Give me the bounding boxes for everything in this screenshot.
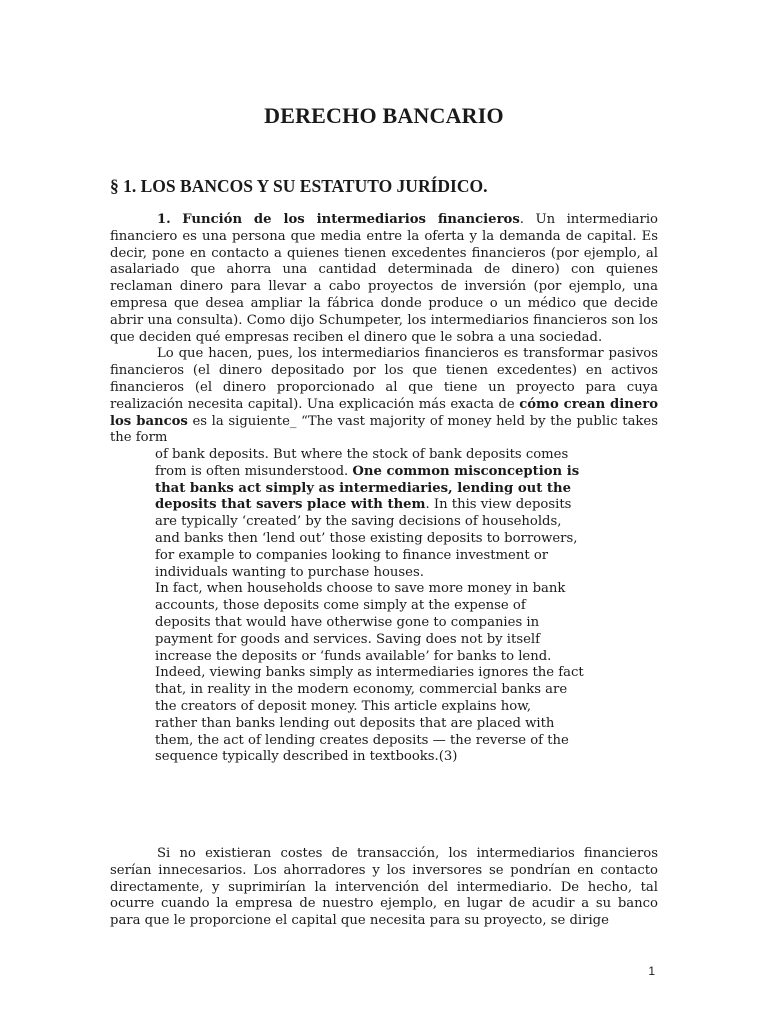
quote-line-bold: deposits that savers place with them — [155, 497, 426, 513]
quote-line-bold: One common misconception is — [352, 463, 580, 479]
quote-line: In fact, when households choose to save more money in bank — [155, 581, 566, 597]
quote-line — [110, 497, 658, 514]
paragraph-transformation — [110, 346, 658, 447]
quote-line: that, in reality in the modern economy, commercial banks are — [155, 682, 568, 698]
page-number: 1 — [648, 964, 655, 978]
quote-line: deposits that would have otherwise gone to companies in — [155, 614, 540, 630]
quote-line-text: from is often misunderstood. — [155, 463, 353, 479]
quote-line — [110, 464, 658, 481]
quote-line: rather than banks lending out deposits that are placed with — [155, 715, 555, 731]
quote-line: the creators of deposit money. This article explains how, — [155, 698, 532, 714]
quote-line: payment for goods and services. Saving does not by itself — [155, 631, 540, 647]
paragraph-function-of-intermediaries — [110, 212, 658, 346]
paragraph-transaction-costs-block — [110, 846, 658, 930]
paragraph-2-end: es la siguiente_ “The vast majority of money held by the public takes the form — [110, 413, 658, 446]
subheading-number: 1. — [157, 212, 171, 227]
quote-line: sequence typically described in textbooks.(3) — [155, 749, 458, 765]
quote-line: Indeed, viewing banks simply as intermediaries ignores the fact — [155, 665, 584, 681]
paragraph-1-text: . Un intermediario financiero es una persona que media entre la oferta y la demanda de capital. Es decir, pone en contacto a quienes tienen excedentes financieros (por ejemplo, al asalariado que ahorra una cantidad determinada de dinero) con quienes reclaman dinero para llevar a cabo proyectos de inversión (por ejemplo, una empresa que desea ampliar la fábrica donde produce o un médico que decide abrir una consulta). Como dijo Schumpeter, los intermediarios financieros son los que deciden qué empresas reciben el dinero que le sobra a una sociedad. — [110, 212, 658, 345]
quote-line: of bank deposits. But where the stock of bank deposits comes — [155, 447, 569, 462]
quote-line: that banks act simply as intermediaries, lending out the — [155, 480, 571, 496]
english-quote-block — [110, 447, 658, 766]
quote-line: increase the deposits or ‘funds available’ for banks to lend. — [155, 648, 552, 664]
quote-line-text: . In this view deposits — [425, 497, 572, 513]
quote-line: individuals wanting to purchase houses. — [155, 564, 424, 580]
intro-paragraphs — [110, 212, 658, 447]
paragraph-2-bold: cómo crean dinero los bancos — [110, 396, 658, 429]
quote-line: are typically ‘created’ by the saving decisions of households, — [155, 514, 562, 530]
section-heading: § 1. LOS BANCOS Y SU ESTATUTO JURÍDICO. — [110, 176, 488, 196]
document-title: DERECHO BANCARIO — [264, 103, 504, 128]
quote-line: them, the act of lending creates deposits — the reverse of the — [155, 732, 569, 748]
paragraph-transaction-costs: Si no existieran costes de transacción, los intermediarios financieros serían innecesarios. Los ahorradores y los inversores se pondrían en contacto directamente, y suprimirían la intervención del intermediario. De hecho, tal ocurre cuando la empresa de nuestro ejemplo, en lugar de acudir a su banco para que le proporcione el capital que necesita para su proyecto, se dirige — [110, 846, 658, 929]
paragraph-2-start: Lo que hacen, pues, los intermediarios financieros es transformar pasivos financieros (el dinero depositado por los que tienen excedentes) en activos financieros (el dinero proporcionado al que tiene un proyecto para cuya realización necesita capital). Una explicación más exacta de — [110, 346, 658, 412]
quote-line: and banks then ‘lend out’ those existing deposits to borrowers, — [155, 530, 578, 546]
quote-line: for example to companies looking to finance investment or — [155, 547, 549, 563]
subheading-text: Función de los intermediarios financieros — [182, 212, 520, 227]
quote-line: accounts, those deposits come simply at the expense of — [155, 598, 526, 614]
